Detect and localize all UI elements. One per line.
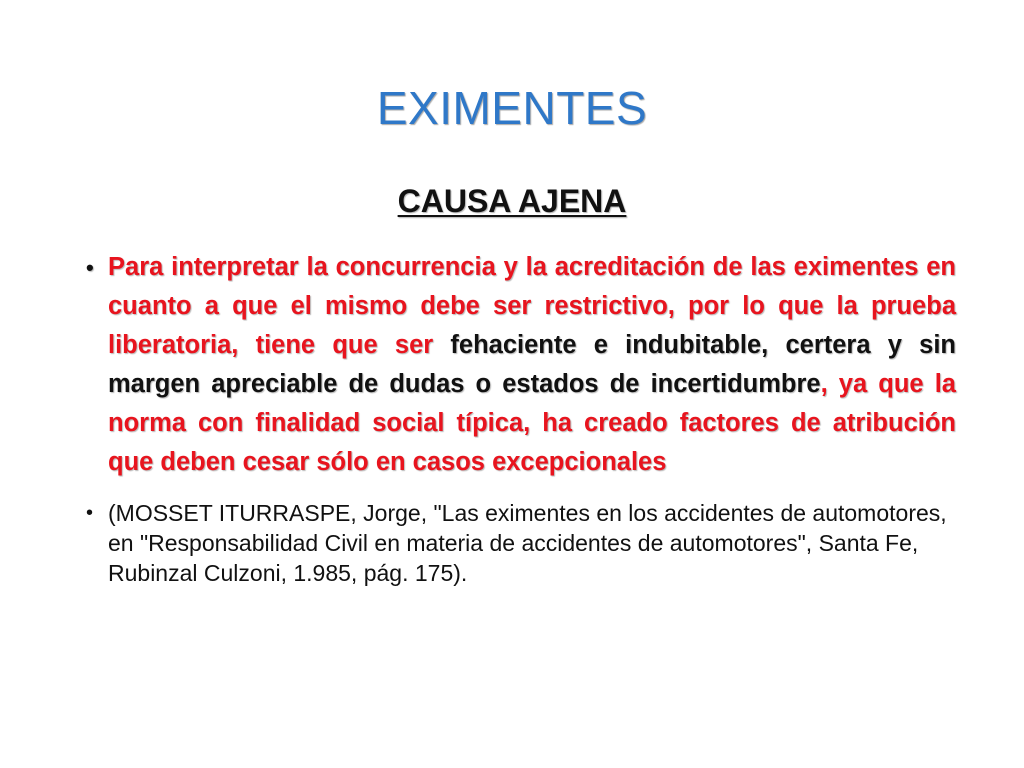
bullet-item-main: [84, 248, 956, 482]
slide-title: EXIMENTES: [376, 82, 648, 134]
bullet-list: [84, 248, 956, 588]
citation-text: (MOSSET ITURRASPE, Jorge, "Las eximentes en los accidentes de automotores, en "Responsabilidad Civil en materia de accidentes de automotores", Santa Fe, Rubinzal Culzoni, 1.985, pág. 175).: [108, 500, 947, 586]
bullet-dot-icon: •: [86, 502, 94, 524]
bullet-dot-icon: •: [86, 255, 94, 280]
bullet-item-citation: [84, 498, 956, 588]
main-text-segment-1: Para interpretar la concurrencia y la acreditación de las eximentes en cuanto a que el mismo debe ser restrictivo, por lo que la prueba liberatoria, tiene que ser: [108, 253, 956, 359]
main-text-segment-3: , ya que la norma con finalidad social típica, ha creado factores de atribución que deben cesar sólo en casos excepcionales: [108, 370, 956, 476]
main-text-segment-2: fehaciente e indubitable, certera y sin margen apreciable de dudas o estados de incertidumbre: [108, 331, 956, 398]
subtitle-text: CAUSA AJENA: [397, 183, 627, 219]
slide-subtitle: [0, 180, 1024, 222]
